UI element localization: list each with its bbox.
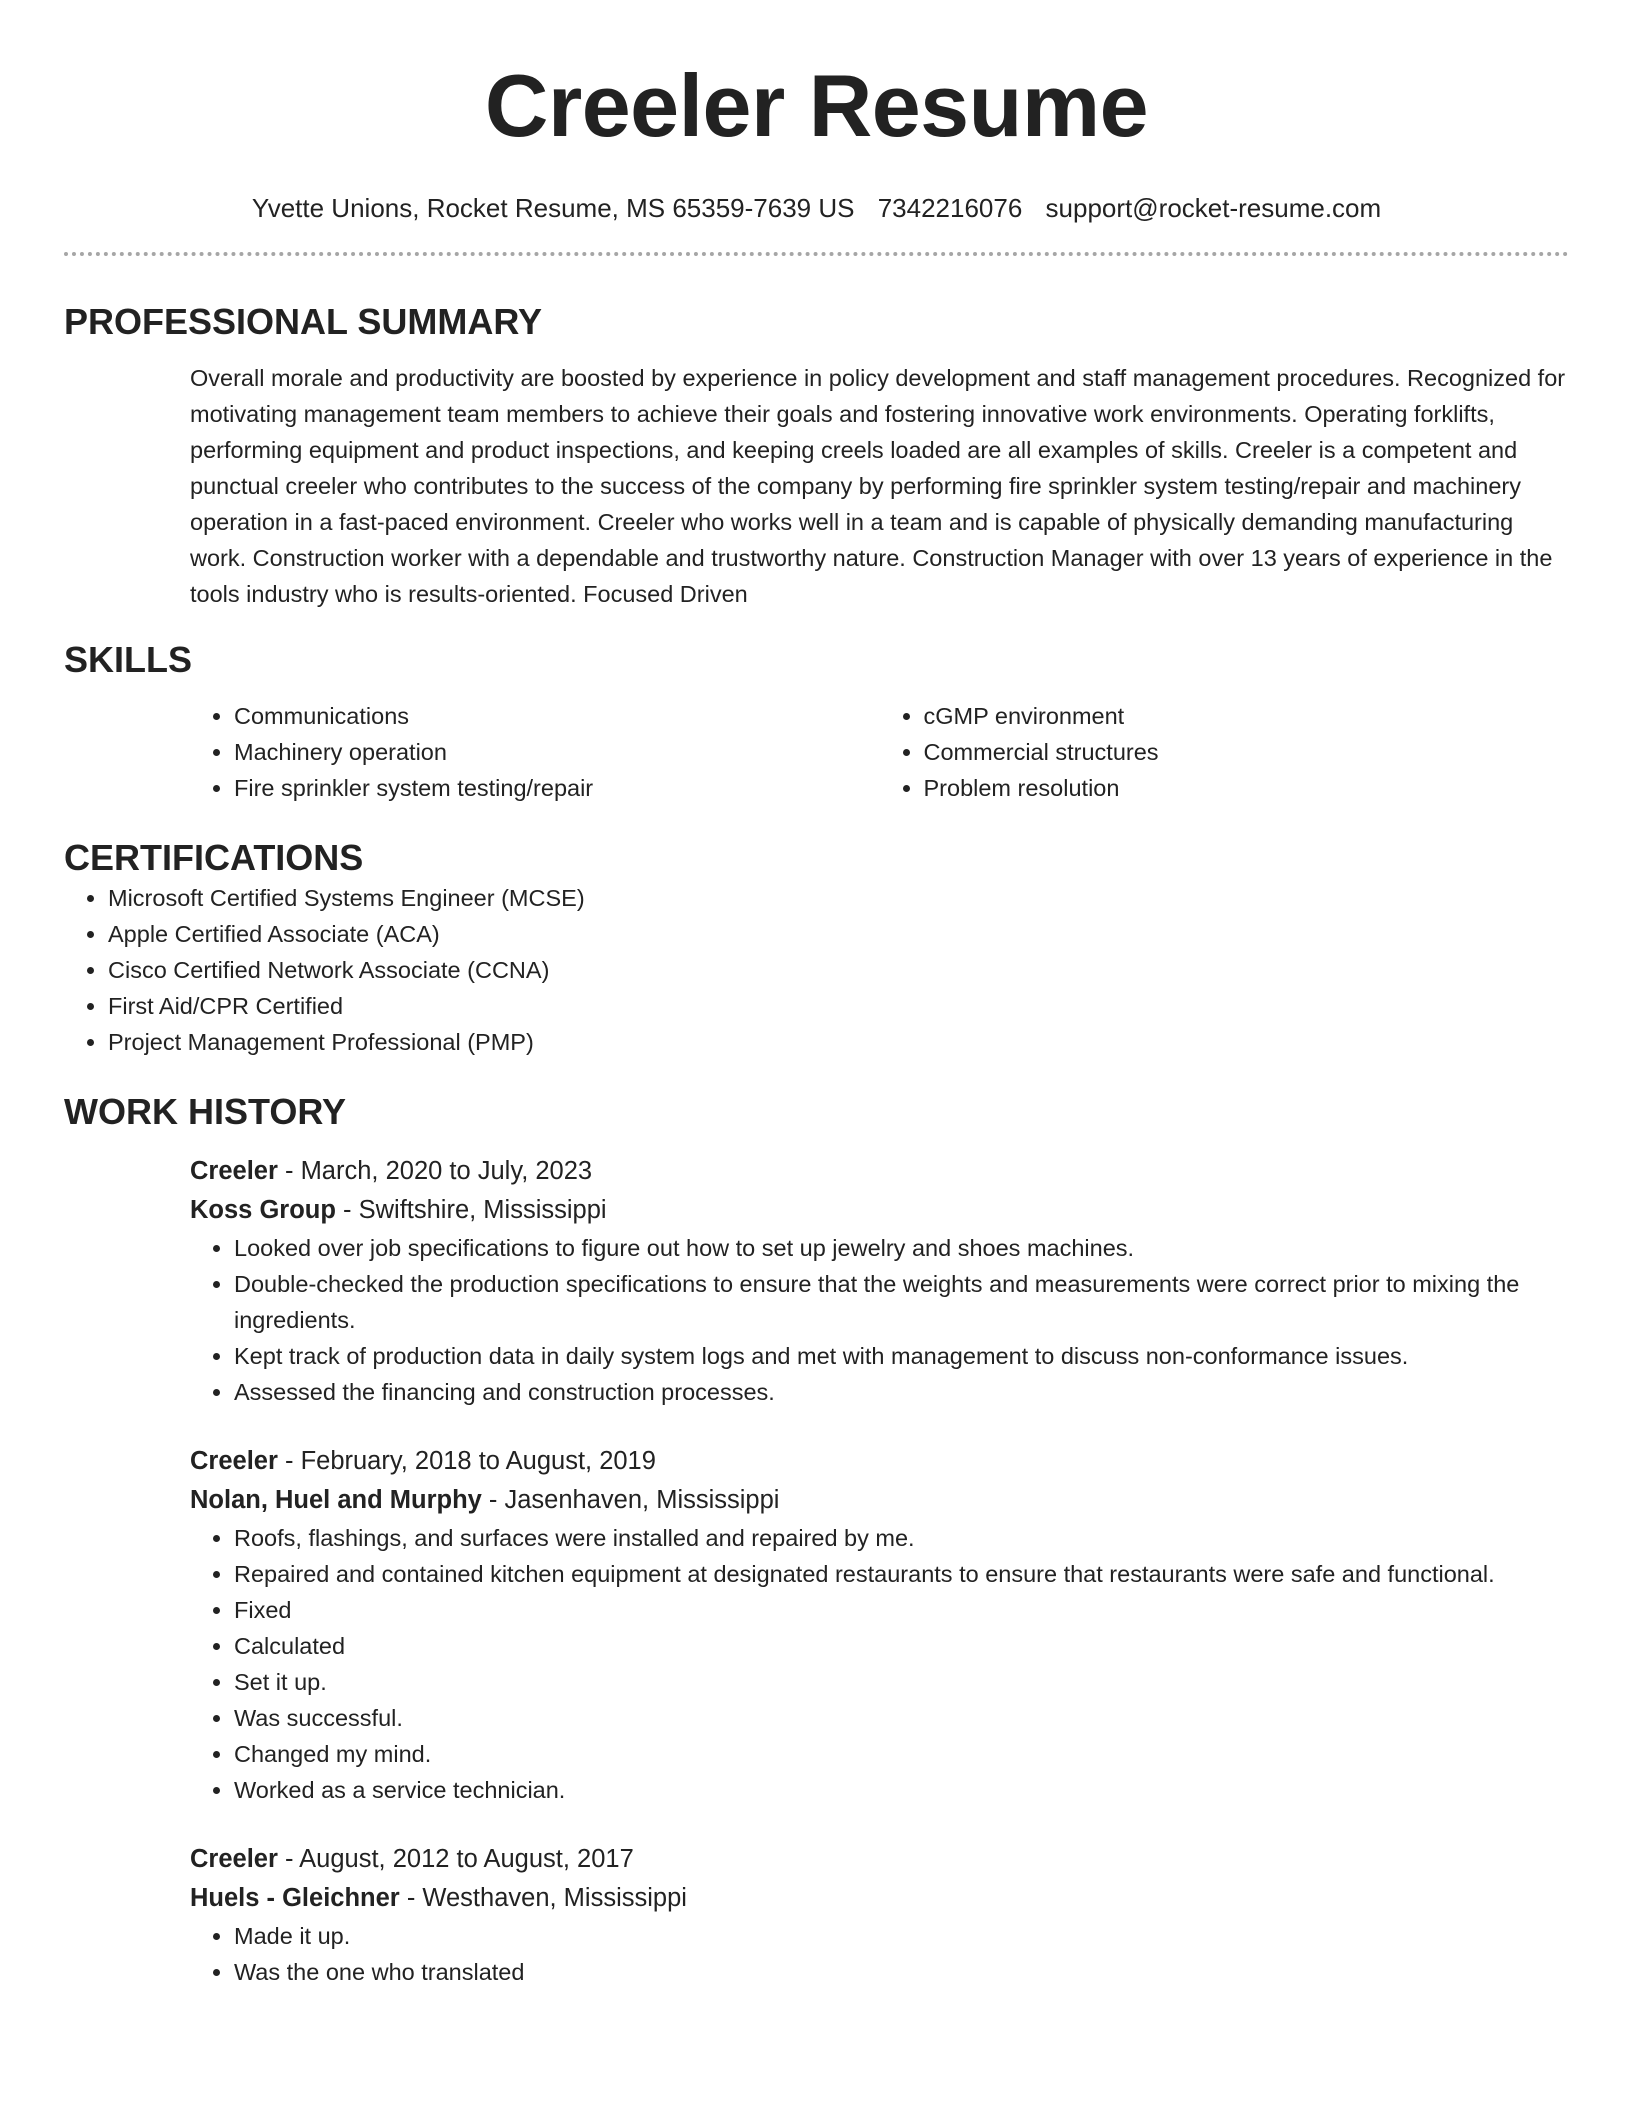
job-duties-list xyxy=(190,1918,1569,1990)
job-location: - Swiftshire, Mississippi xyxy=(335,1196,607,1224)
job-entry xyxy=(190,1442,1569,1808)
job-role: Creeler xyxy=(190,1157,278,1185)
job-duty: • Calculated xyxy=(234,1628,1569,1664)
skill-item: • Communications xyxy=(234,698,880,734)
contact-phone: 7342216076 xyxy=(877,193,1023,223)
skills-list-left xyxy=(190,698,880,806)
skills-list-right xyxy=(880,698,1570,806)
job-duties-list xyxy=(190,1520,1569,1808)
header-divider xyxy=(64,252,1569,256)
section-title-work-history: WORK HISTORY xyxy=(64,1091,347,1132)
contact-line xyxy=(64,192,1569,224)
skill-item: • Fire sprinkler system testing/repair xyxy=(234,770,880,806)
job-location: - Westhaven, Mississippi xyxy=(399,1884,687,1912)
job-duty: • Was the one who translated xyxy=(234,1954,1569,1990)
job-duty: • Roofs, flashings, and surfaces were installed and repaired by me. xyxy=(234,1520,1569,1556)
job-duty: • Repaired and contained kitchen equipment at designated restaurants to ensure that restaurants were safe and functional. xyxy=(234,1556,1569,1592)
section-title-certifications: CERTIFICATIONS xyxy=(64,837,364,878)
job-duty: • Made it up. xyxy=(234,1918,1569,1954)
certifications-list xyxy=(64,880,1569,1060)
job-company-line xyxy=(190,1191,1569,1230)
job-company-line xyxy=(190,1879,1569,1918)
certification-item: • First Aid/CPR Certified xyxy=(108,988,1569,1024)
summary-text: Overall morale and productivity are boosted by experience in policy development and staff management procedures. Recognized for motivating management team members to achieve their goals and fostering innovative work environments. Operating forklifts, performing equipment and product inspections, and keeping creels loaded are all examples of skills. Creeler is a competent and punctual creeler who contributes to the success of the company by performing fire sprinkler system testing/repair and machinery operation in a fast-paced environment. Creeler who works well in a team and is capable of physically demanding manufacturing work. Construction worker with a dependable and trustworthy nature. Construction Manager with over 13 years of experience in the tools industry who is results-oriented. Focused Driven xyxy=(190,365,1566,607)
job-duty: • Fixed xyxy=(234,1592,1569,1628)
skill-item: • Problem resolution xyxy=(924,770,1570,806)
contact-address: Yvette Unions, Rocket Resume, MS 65359-7639 US xyxy=(251,193,855,223)
job-title-line xyxy=(190,1840,1569,1879)
job-dates: - August, 2012 to August, 2017 xyxy=(277,1845,634,1873)
job-company: Koss Group xyxy=(190,1196,336,1224)
job-company-line xyxy=(190,1481,1569,1520)
job-role: Creeler xyxy=(190,1447,278,1475)
job-duty: • Double-checked the production specifications to ensure that the weights and measurements were correct prior to mixing the ingredients. xyxy=(234,1266,1569,1338)
skills-columns xyxy=(190,698,1569,806)
contact-email: support@rocket-resume.com xyxy=(1045,193,1382,223)
resume-name: Creeler Resume xyxy=(484,56,1149,155)
job-duty: • Changed my mind. xyxy=(234,1736,1569,1772)
certification-item: • Cisco Certified Network Associate (CCNA) xyxy=(108,952,1569,988)
resume-page xyxy=(64,0,1569,1990)
certification-item: • Microsoft Certified Systems Engineer (MCSE) xyxy=(108,880,1569,916)
job-company: Nolan, Huel and Murphy xyxy=(190,1486,482,1514)
job-duty: • Kept track of production data in daily system logs and met with management to discuss non-conformance issues. xyxy=(234,1338,1569,1374)
job-duty: • Looked over job specifications to figure out how to set up jewelry and shoes machines. xyxy=(234,1230,1569,1266)
certification-item: • Apple Certified Associate (ACA) xyxy=(108,916,1569,952)
job-duty: • Set it up. xyxy=(234,1664,1569,1700)
job-duty: • Worked as a service technician. xyxy=(234,1772,1569,1808)
section-title-summary: PROFESSIONAL SUMMARY xyxy=(64,301,543,342)
job-dates: - February, 2018 to August, 2019 xyxy=(277,1447,656,1475)
job-entry xyxy=(190,1840,1569,1990)
job-role: Creeler xyxy=(190,1845,278,1873)
job-title-line xyxy=(190,1442,1569,1481)
job-entry xyxy=(190,1152,1569,1410)
section-title-skills: SKILLS xyxy=(64,639,193,680)
job-company: Huels - Gleichner xyxy=(190,1884,400,1912)
job-duties-list xyxy=(190,1230,1569,1410)
skill-item: • cGMP environment xyxy=(924,698,1570,734)
job-location: - Jasenhaven, Mississippi xyxy=(481,1486,780,1514)
skill-item: • Machinery operation xyxy=(234,734,880,770)
job-duty: • Was successful. xyxy=(234,1700,1569,1736)
certification-item: • Project Management Professional (PMP) xyxy=(108,1024,1569,1060)
job-title-line xyxy=(190,1152,1569,1191)
skill-item: • Commercial structures xyxy=(924,734,1570,770)
job-duty: • Assessed the financing and construction processes. xyxy=(234,1374,1569,1410)
job-dates: - March, 2020 to July, 2023 xyxy=(277,1157,593,1185)
